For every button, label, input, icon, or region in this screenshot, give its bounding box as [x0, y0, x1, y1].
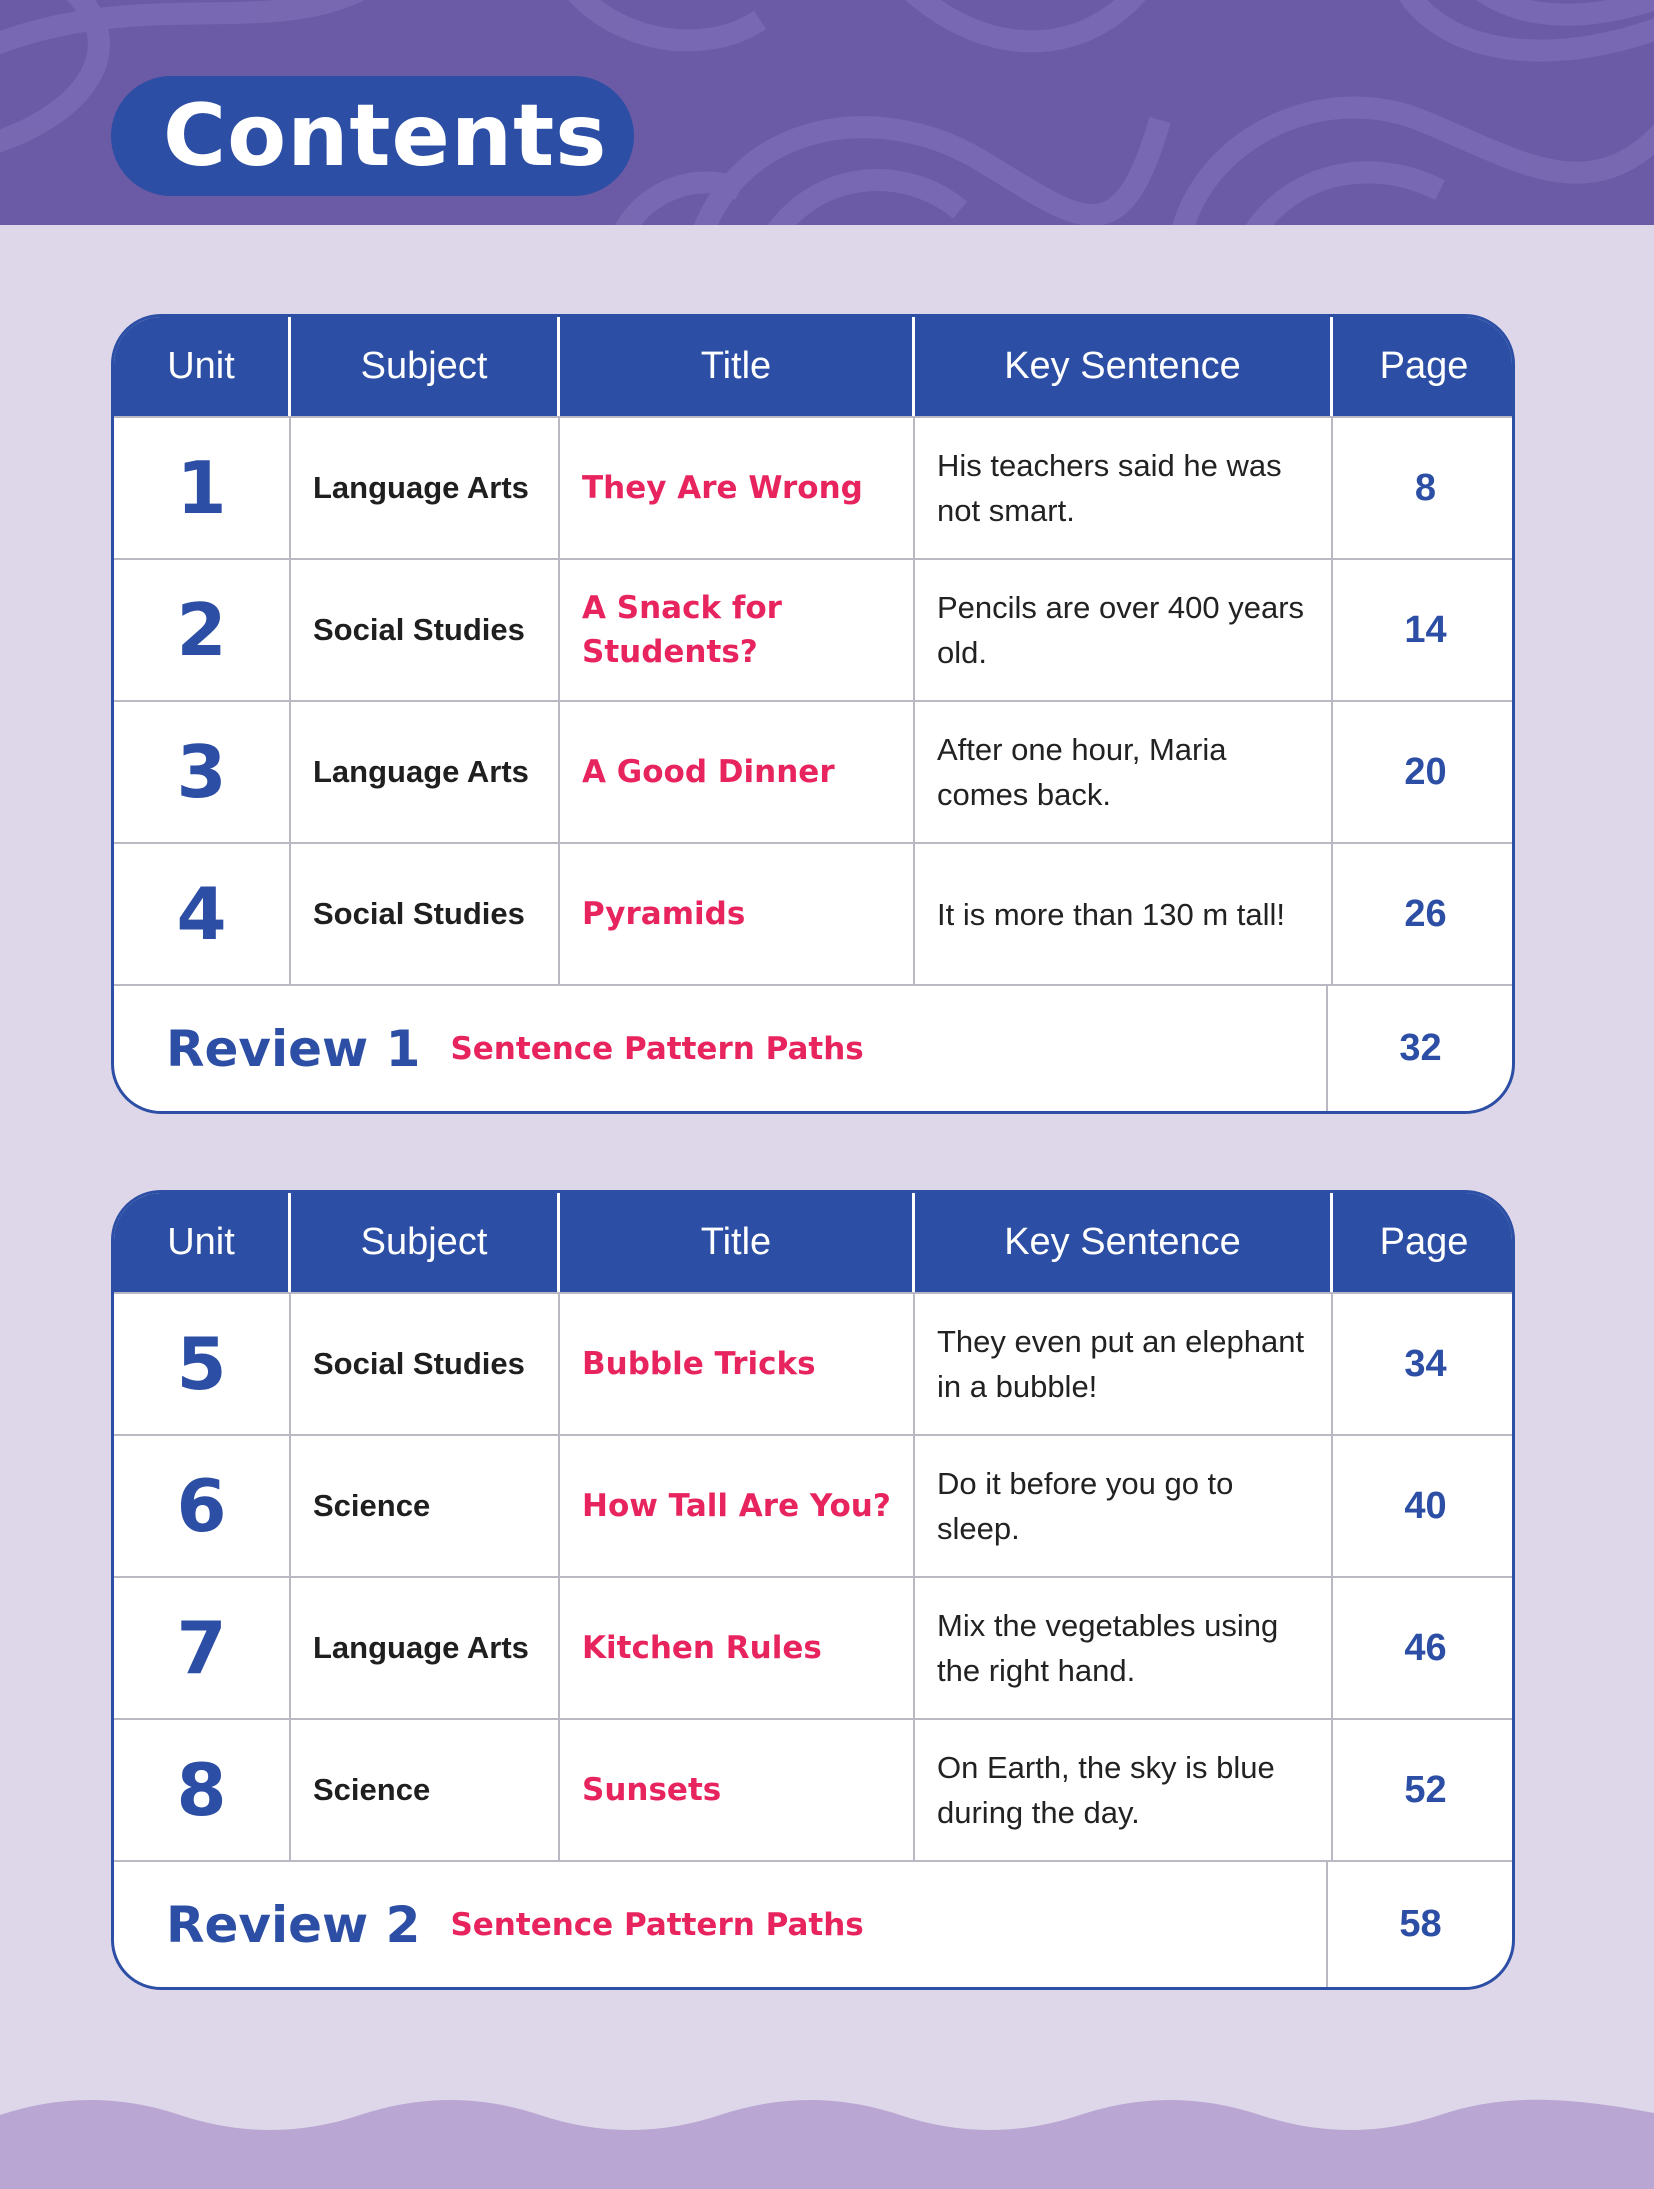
subject-cell: Science — [291, 1718, 560, 1860]
unit-title[interactable]: How Tall Are You? — [560, 1434, 915, 1576]
page-number[interactable]: 14 — [1333, 558, 1515, 700]
unit-title[interactable]: Sunsets — [560, 1718, 915, 1860]
contents-table-1 — [111, 314, 1515, 1114]
subject-cell: Social Studies — [291, 842, 560, 984]
review-page-number[interactable]: 32 — [1399, 1027, 1442, 1069]
key-sentence: Pencils are over 400 years old. — [915, 558, 1333, 700]
unit-number: 7 — [114, 1576, 291, 1718]
key-sentence: Mix the vegetables using the right hand. — [915, 1576, 1333, 1718]
unit-title[interactable]: Kitchen Rules — [560, 1576, 915, 1718]
header-unit: Unit — [114, 1193, 291, 1292]
unit-number: 6 — [114, 1434, 291, 1576]
page-number[interactable]: 52 — [1333, 1718, 1515, 1860]
review-row — [114, 984, 1512, 1111]
page-number[interactable]: 34 — [1333, 1292, 1515, 1434]
page-number[interactable]: 46 — [1333, 1576, 1515, 1718]
contents-table-2 — [111, 1190, 1515, 1990]
unit-title[interactable]: A Good Dinner — [560, 700, 915, 842]
review-name: Review 2 — [166, 1895, 421, 1954]
unit-number: 3 — [114, 700, 291, 842]
unit-number: 1 — [114, 416, 291, 558]
unit-title[interactable]: They Are Wrong — [560, 416, 915, 558]
header-title: Title — [560, 317, 915, 416]
key-sentence: After one hour, Maria comes back. — [915, 700, 1333, 842]
title-pill — [111, 76, 634, 196]
page-number[interactable]: 8 — [1333, 416, 1515, 558]
header-unit: Unit — [114, 317, 291, 416]
review-name: Review 1 — [166, 1019, 421, 1078]
subject-cell: Language Arts — [291, 700, 560, 842]
unit-number: 2 — [114, 558, 291, 700]
page-title: Contents — [163, 86, 608, 186]
review-title[interactable]: Sentence Pattern Paths — [450, 1030, 864, 1067]
review-cell — [114, 1862, 1328, 1987]
review-page-number[interactable]: 58 — [1399, 1903, 1442, 1945]
subject-cell: Language Arts — [291, 1576, 560, 1718]
key-sentence: It is more than 130 m tall! — [915, 842, 1333, 984]
key-sentence: On Earth, the sky is blue during the day. — [915, 1718, 1333, 1860]
unit-title[interactable]: Pyramids — [560, 842, 915, 984]
unit-number: 5 — [114, 1292, 291, 1434]
subject-cell: Social Studies — [291, 558, 560, 700]
review-title[interactable]: Sentence Pattern Paths — [450, 1906, 864, 1943]
header-subject: Subject — [291, 317, 560, 416]
unit-title[interactable]: A Snack for Students? — [560, 558, 915, 700]
unit-number: 4 — [114, 842, 291, 984]
page-number[interactable]: 40 — [1333, 1434, 1515, 1576]
header-key-sentence: Key Sentence — [915, 1193, 1333, 1292]
review-cell — [114, 986, 1328, 1111]
header-band — [0, 0, 1654, 225]
subject-cell: Social Studies — [291, 1292, 560, 1434]
header-subject: Subject — [291, 1193, 560, 1292]
review-row — [114, 1860, 1512, 1987]
page-number[interactable]: 20 — [1333, 700, 1515, 842]
subject-cell: Science — [291, 1434, 560, 1576]
header-key-sentence: Key Sentence — [915, 317, 1333, 416]
unit-title[interactable]: Bubble Tricks — [560, 1292, 915, 1434]
header-page: Page — [1333, 317, 1515, 416]
page-number[interactable]: 26 — [1333, 842, 1515, 984]
key-sentence: They even put an elephant in a bubble! — [915, 1292, 1333, 1434]
unit-number: 8 — [114, 1718, 291, 1860]
header-page: Page — [1333, 1193, 1515, 1292]
key-sentence: His teachers said he was not smart. — [915, 416, 1333, 558]
table-grid — [114, 317, 1512, 984]
key-sentence: Do it before you go to sleep. — [915, 1434, 1333, 1576]
footer-wave — [0, 2085, 1654, 2189]
table-grid — [114, 1193, 1512, 1860]
subject-cell: Language Arts — [291, 416, 560, 558]
header-title: Title — [560, 1193, 915, 1292]
